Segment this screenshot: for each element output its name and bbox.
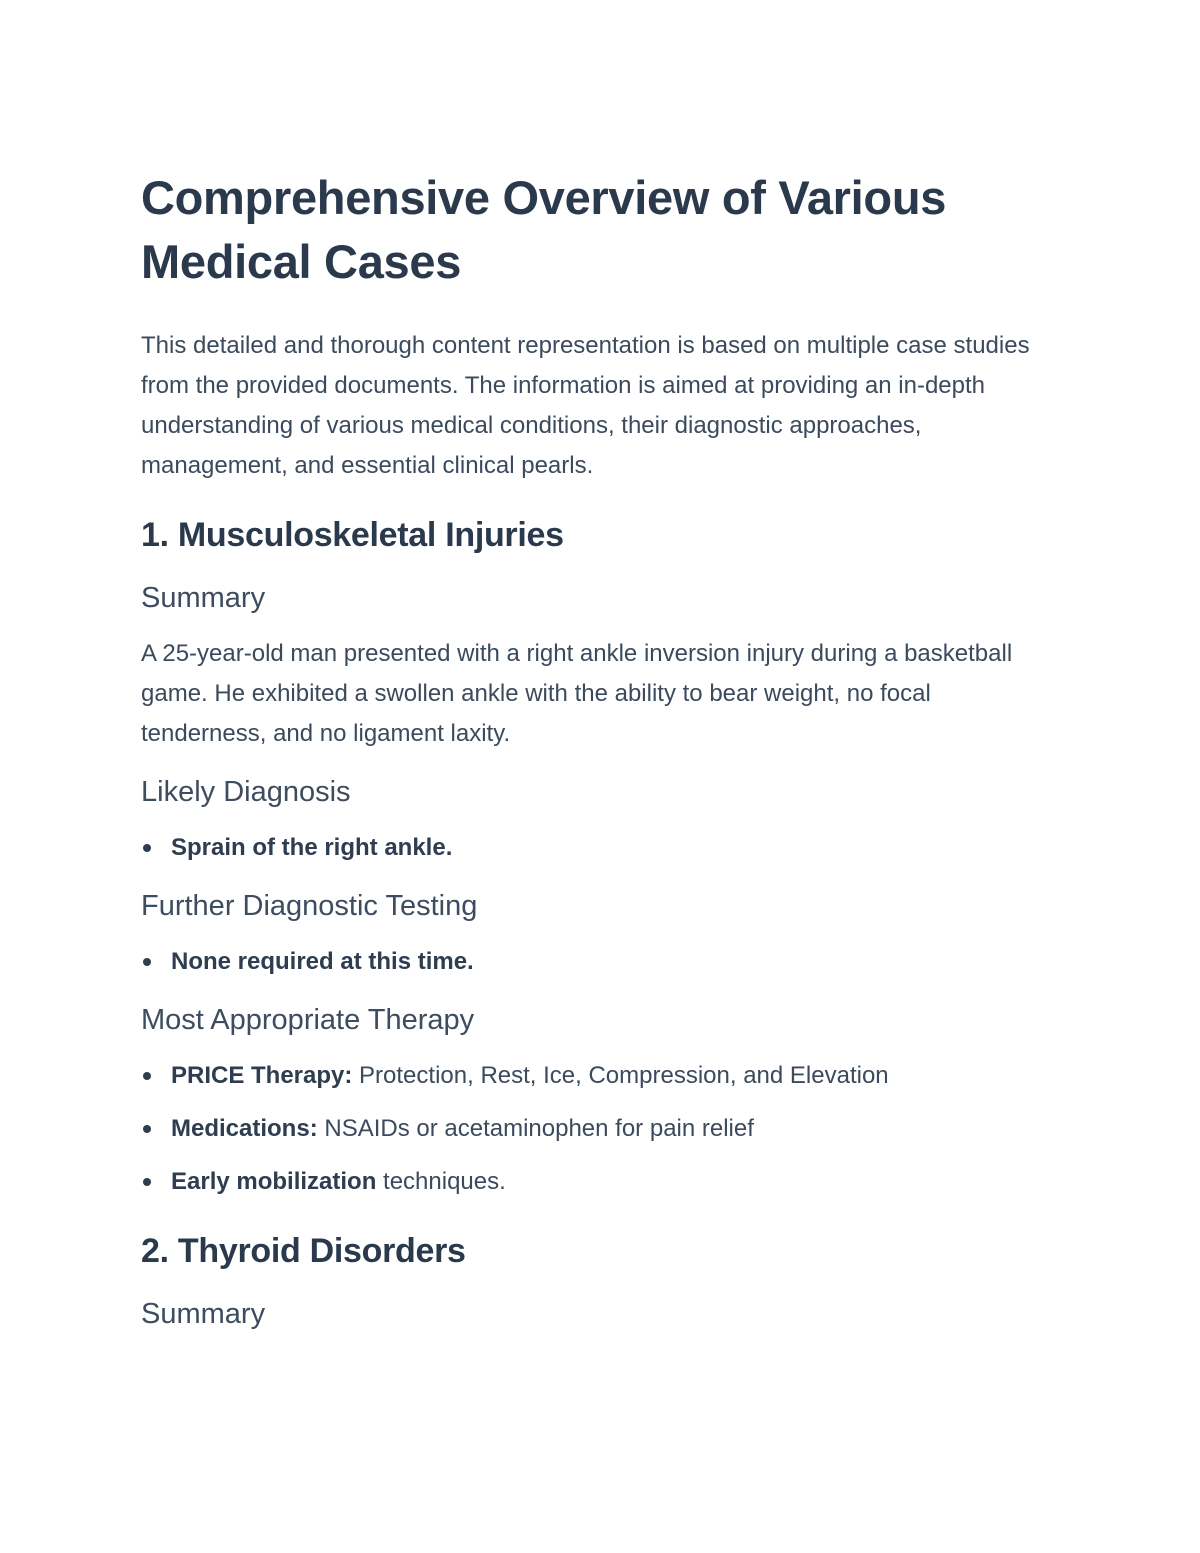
section-heading-thyroid: 2. Thyroid Disorders <box>141 1232 466 1270</box>
testing-list <box>141 942 1041 982</box>
list-item-text: None required at this time. <box>171 948 474 975</box>
summary-paragraph: A 25-year-old man presented with a right ankle inversion injury during a basketball game. He exhibited a swollen ankle with the ability to bear weight, no focal tenderness, and no ligament laxity. <box>141 640 1013 747</box>
summary-heading: Summary <box>141 1298 266 1330</box>
document-title: Comprehensive Overview of Various Medical Cases <box>141 171 947 288</box>
list-item-bold-label: Early mobilization <box>171 1168 377 1195</box>
list-item-text: Protection, Rest, Ice, Compression, and Elevation <box>352 1062 889 1089</box>
list-item <box>141 1162 1041 1202</box>
list-item-text: techniques. <box>376 1168 506 1195</box>
bullet-icon <box>143 958 151 966</box>
bullet-icon <box>143 844 151 852</box>
list-item-text: Sprain of the right ankle. <box>171 834 453 861</box>
list-item <box>141 1109 1041 1149</box>
list-item-bold-label: Medications: <box>171 1115 318 1142</box>
diagnosis-list <box>141 828 1041 868</box>
document-page <box>141 166 1041 1350</box>
bullet-icon <box>143 1072 151 1080</box>
list-item-bold-label: PRICE Therapy: <box>171 1062 353 1089</box>
therapy-list <box>141 1056 1041 1202</box>
diagnosis-heading: Likely Diagnosis <box>141 776 351 808</box>
list-item <box>141 1056 1041 1096</box>
list-item-text: NSAIDs or acetaminophen for pain relief <box>317 1115 754 1142</box>
list-item <box>141 828 1041 868</box>
bullet-icon <box>143 1125 151 1133</box>
therapy-heading: Most Appropriate Therapy <box>141 1004 475 1036</box>
list-item <box>141 942 1041 982</box>
section-heading-musculoskeletal: 1. Musculoskeletal Injuries <box>141 516 564 554</box>
intro-paragraph: This detailed and thorough content representation is based on multiple case studies from the provided documents. The information is aimed at providing an in-depth understanding of various medical conditions, their diagnostic approaches, management, and essential clinical pearls. <box>141 332 1030 479</box>
bullet-icon <box>143 1178 151 1186</box>
summary-heading: Summary <box>141 582 266 614</box>
testing-heading: Further Diagnostic Testing <box>141 890 478 922</box>
